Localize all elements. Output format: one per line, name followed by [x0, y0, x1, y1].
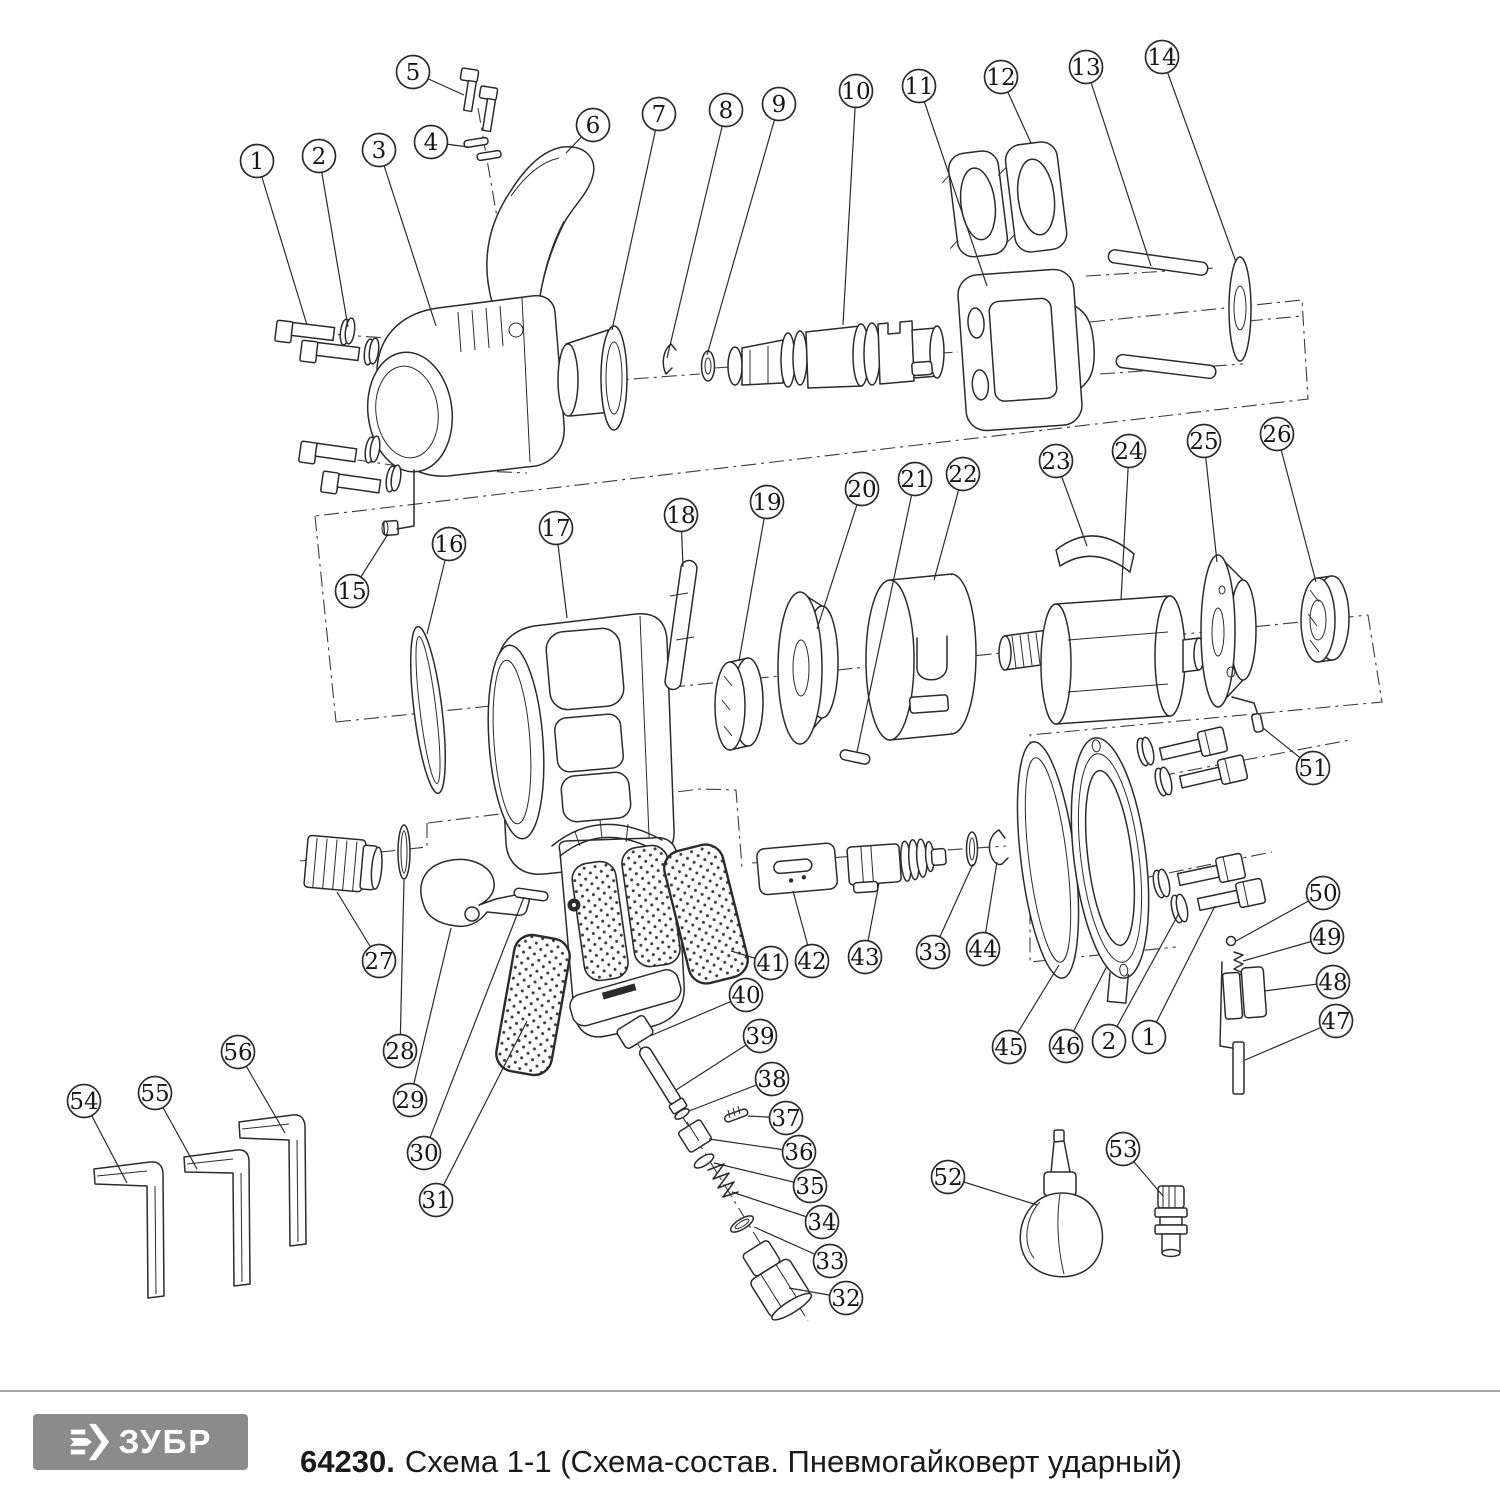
- part-reverse-valve-43: [847, 837, 948, 893]
- part-bearing-19: [715, 658, 763, 750]
- callout-number-1: 1: [1141, 1025, 1157, 1051]
- part-bolts-1-2-right: [1135, 727, 1266, 924]
- callout-number-10: 10: [841, 79, 871, 105]
- callout-number-8: 8: [718, 98, 734, 124]
- part-cylinder-22: [866, 574, 976, 740]
- callout-number-55: 55: [140, 1081, 170, 1107]
- zubr-logo: [33, 1414, 248, 1470]
- callout-number-2: 2: [1101, 1029, 1117, 1055]
- zubr-logo-text: ЗУБР: [118, 1423, 213, 1460]
- part-end-plate-25: [1201, 555, 1258, 715]
- leader-line-26: [1277, 434, 1316, 582]
- leader-line-3: [379, 150, 436, 326]
- part-washer-14: [1229, 257, 1251, 361]
- part-bearing-26: [1301, 576, 1349, 662]
- callout-number-34: 34: [807, 1210, 837, 1236]
- callout-number-1: 1: [249, 149, 265, 175]
- callout-number-21: 21: [900, 467, 930, 493]
- callout-number-24: 24: [1114, 439, 1144, 465]
- part-pin-21: [839, 749, 870, 765]
- callout-number-4: 4: [423, 130, 439, 156]
- leader-line-1: [257, 161, 307, 325]
- part-valve-sleeve-42: [756, 843, 838, 896]
- callout-number-11: 11: [904, 74, 934, 100]
- part-valve-36: [678, 1119, 713, 1153]
- callout-number-17: 17: [541, 516, 571, 542]
- leader-line-7: [612, 114, 659, 330]
- part-pins-13: [1108, 249, 1217, 379]
- callout-number-41: 41: [756, 951, 786, 977]
- callout-number-28: 28: [385, 1039, 415, 1065]
- callout-number-13: 13: [1071, 55, 1101, 81]
- scheme-title: [300, 1442, 1182, 1482]
- part-hammer-frame-11: [957, 267, 1100, 432]
- part-valve-pin-18: [664, 560, 698, 691]
- callout-number-18: 18: [666, 503, 696, 529]
- part-end-plate-20: [778, 592, 838, 744]
- leader-line-9: [707, 104, 779, 355]
- callout-number-39: 39: [745, 1024, 775, 1050]
- callout-number-32: 32: [831, 1286, 861, 1312]
- part-throttle-lever-6: [487, 147, 594, 319]
- leader-line-2: [319, 156, 348, 327]
- leader-line-31: [436, 1021, 527, 1200]
- callout-number-42: 42: [797, 949, 827, 975]
- callout-number-25: 25: [1189, 429, 1219, 455]
- callout-number-14: 14: [1147, 45, 1177, 71]
- callout-number-37: 37: [771, 1106, 801, 1132]
- part-motor-housing-17: [482, 614, 674, 874]
- callout-number-16: 16: [434, 532, 464, 558]
- part-washer-9: [702, 351, 715, 381]
- callout-number-30: 30: [409, 1141, 439, 1167]
- callout-number-29: 29: [395, 1088, 425, 1114]
- callout-number-53: 53: [1108, 1137, 1138, 1163]
- part-bushing-7: [558, 326, 627, 430]
- callout-number-23: 23: [1041, 449, 1071, 475]
- callout-number-9: 9: [771, 92, 787, 118]
- callout-number-50: 50: [1308, 881, 1338, 907]
- leader-line-13: [1086, 67, 1151, 266]
- part-clip-44: [989, 830, 1008, 864]
- callout-number-51: 51: [1298, 756, 1328, 782]
- leader-line-10: [843, 91, 856, 325]
- leader-line-28: [400, 880, 404, 1051]
- callout-number-26: 26: [1262, 422, 1292, 448]
- callout-number-40: 40: [731, 983, 761, 1009]
- callout-number-49: 49: [1312, 925, 1342, 951]
- callout-number-19: 19: [752, 490, 782, 516]
- part-grip-pad-31: [493, 932, 572, 1078]
- part-ball-50: [1227, 937, 1236, 946]
- callout-number-45: 45: [994, 1035, 1024, 1061]
- leader-line-24: [1121, 451, 1129, 600]
- callout-number-44: 44: [968, 937, 998, 963]
- zubr-logo-mark: [69, 1422, 111, 1462]
- part-tube-39: [637, 1045, 682, 1107]
- part-oring-33a: [967, 832, 978, 866]
- part-washers-4: [464, 137, 502, 161]
- footer-bar: [0, 1390, 1500, 1500]
- callout-number-47: 47: [1321, 1009, 1351, 1035]
- scheme-code: 64230.: [300, 1444, 395, 1479]
- callout-number-33: 33: [815, 1249, 845, 1275]
- construction-lines: [282, 108, 1382, 1321]
- callout-number-46: 46: [1051, 1034, 1081, 1060]
- part-rear-cover-46: [1060, 734, 1164, 1008]
- leader-line-29: [410, 928, 451, 1100]
- callout-number-48: 48: [1318, 970, 1348, 996]
- callout-number-5: 5: [405, 60, 421, 86]
- scheme-title-text: Схема 1-1 (Схема-состав. Пневмогайковерт ударный): [404, 1444, 1183, 1479]
- callout-number-20: 20: [847, 477, 877, 503]
- callout-number-6: 6: [585, 113, 601, 139]
- part-front-housing-3: [361, 296, 564, 477]
- part-trigger-29: [421, 860, 529, 927]
- part-hex-key-55: [184, 1150, 250, 1286]
- part-oring-16: [404, 625, 452, 795]
- leader-line-19: [739, 502, 767, 661]
- part-nipple-53: [1155, 1186, 1187, 1257]
- leader-line-20: [817, 489, 862, 629]
- callout-number-22: 22: [948, 462, 978, 488]
- leader-line-25: [1204, 441, 1217, 562]
- part-pin-37: [724, 1106, 749, 1123]
- callout-number-56: 56: [223, 1040, 253, 1066]
- callout-number-52: 52: [933, 1165, 963, 1191]
- part-pin-51: [1251, 713, 1264, 732]
- part-grip-body: [552, 820, 684, 1037]
- callout-number-3: 3: [371, 138, 387, 164]
- part-oring-33b: [728, 1213, 755, 1235]
- callout-number-2: 2: [311, 144, 327, 170]
- callout-number-15: 15: [337, 579, 367, 605]
- part-muffler-48: [1222, 967, 1266, 1020]
- part-rotor-24: [999, 596, 1204, 724]
- callout-number-33: 33: [918, 940, 948, 966]
- leader-line-1: [1149, 906, 1215, 1037]
- callout-number-7: 7: [651, 102, 667, 128]
- callout-number-31: 31: [421, 1188, 451, 1214]
- callout-number-12: 12: [986, 65, 1016, 91]
- part-hex-key-54: [94, 1162, 164, 1298]
- callout-number-54: 54: [69, 1089, 99, 1115]
- part-anvil-assembly-10: [728, 321, 944, 388]
- callout-number-35: 35: [795, 1174, 825, 1200]
- callout-number-36: 36: [784, 1140, 814, 1166]
- part-oring-28: [398, 825, 410, 879]
- part-screws-5: [460, 68, 498, 132]
- callout-number-43: 43: [850, 945, 880, 971]
- part-inlet-bushing-27: [304, 835, 384, 893]
- callout-number-27: 27: [364, 949, 394, 975]
- leader-line-14: [1162, 57, 1236, 262]
- callout-number-38: 38: [757, 1067, 787, 1093]
